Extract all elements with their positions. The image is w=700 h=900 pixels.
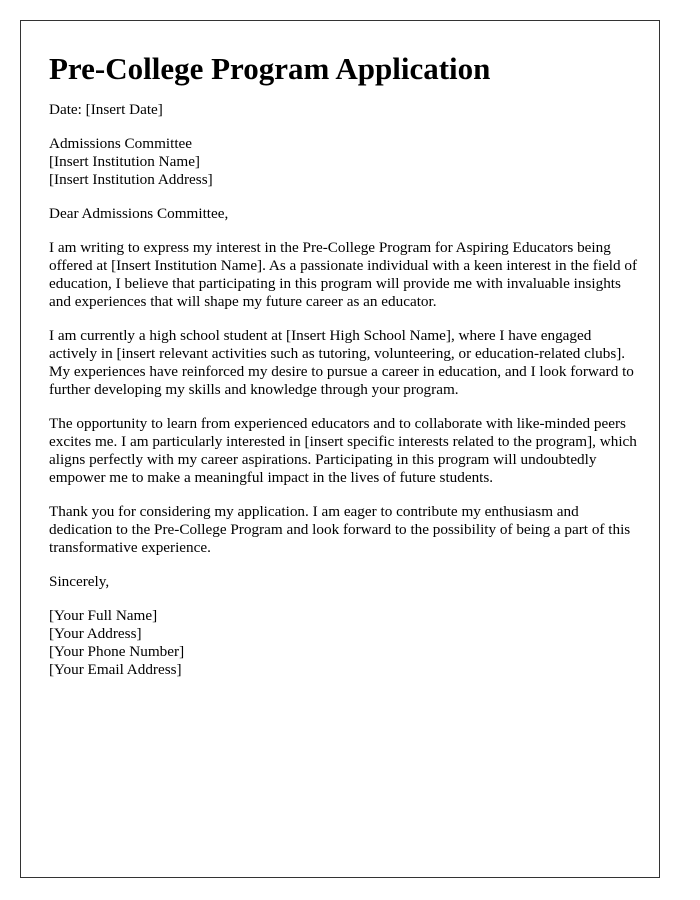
body-paragraph-2: I am currently a high school student at [Insert High School Name], where I have engaged actively in [insert relevant activities such as tutoring, volunteering, or education-related clubs]. My experiences have reinforced my desire to pursue a career in education, and I look forward to further developing my skills and knowledge through your program. xyxy=(49,327,634,398)
signature-block xyxy=(49,607,639,679)
letter-page xyxy=(20,20,660,878)
recipient-block xyxy=(49,135,639,189)
body-paragraph-1: I am writing to express my interest in the Pre-College Program for Aspiring Educators being offered at [Insert Institution Name]. As a passionate individual with a keen interest in the field of education, I believe that participating in this program will provide me with invaluable insights and experiences that will shape my future career as an educator. xyxy=(49,239,638,310)
body-paragraph-4: Thank you for considering my application. I am eager to contribute my enthusiasm and dedication to the Pre-College Program and look forward to the possibility of being a part of this transformative experience. xyxy=(49,503,631,556)
body-paragraph-3: The opportunity to learn from experienced educators and to collaborate with like-minded peers excites me. I am particularly interested in [insert specific interests related to the program], which aligns perfectly with my career aspirations. Participating in this program will undoubtedly empower me to make a meaningful impact in the lives of future students. xyxy=(49,415,637,486)
signature-email: [Your Email Address] xyxy=(49,661,182,678)
signature-name: [Your Full Name] xyxy=(49,607,158,624)
recipient-line: Admissions Committee xyxy=(49,135,193,152)
signature-address: [Your Address] xyxy=(49,625,142,642)
closing: Sincerely, xyxy=(49,573,110,590)
letter-title: Pre-College Program Application xyxy=(49,51,491,86)
recipient-institution-name: [Insert Institution Name] xyxy=(49,153,200,170)
signature-phone: [Your Phone Number] xyxy=(49,643,185,660)
recipient-institution-address: [Insert Institution Address] xyxy=(49,171,213,188)
date-line: Date: [Insert Date] xyxy=(49,101,163,118)
salutation: Dear Admissions Committee, xyxy=(49,205,229,222)
letter-content xyxy=(49,51,639,679)
